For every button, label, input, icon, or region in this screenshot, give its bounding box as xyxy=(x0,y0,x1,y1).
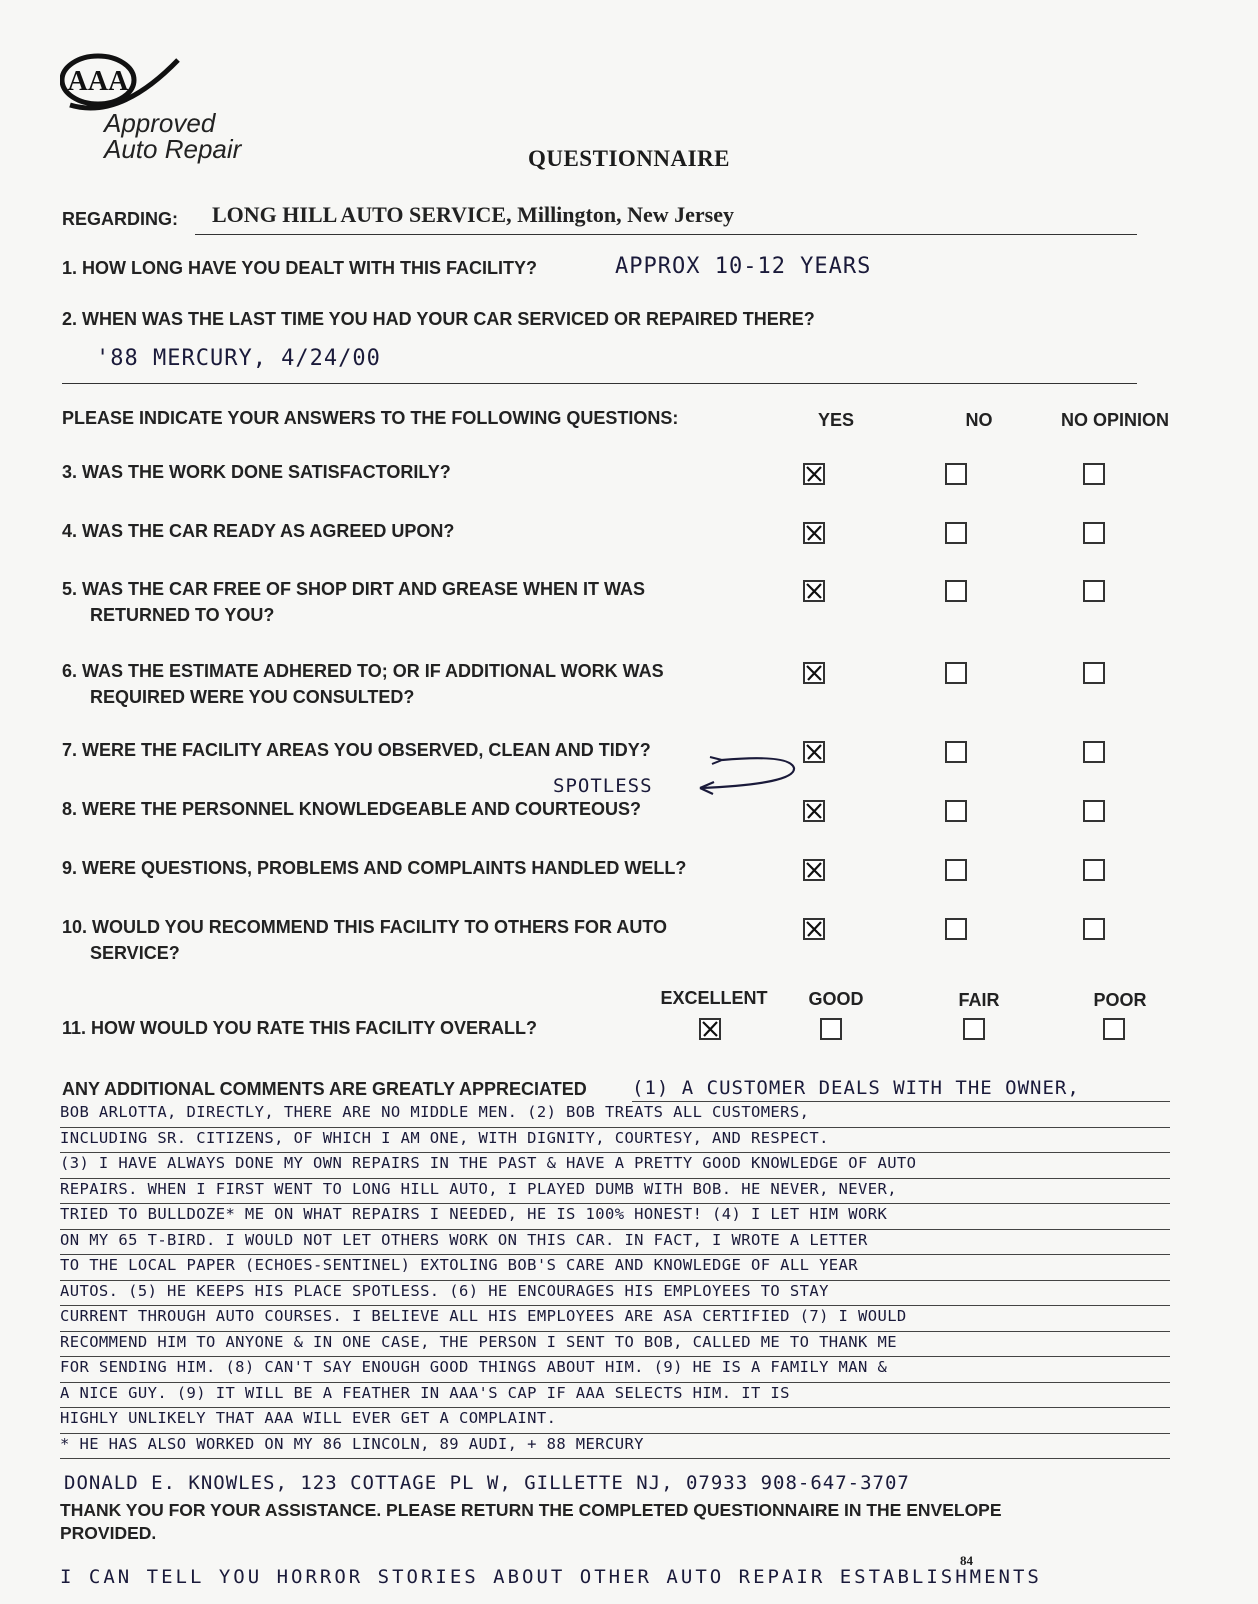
comment-line: FOR SENDING HIM. (8) CAN'T SAY ENOUGH GOOD THINGS ABOUT HIM. (9) HE IS A FAMILY MAN & xyxy=(60,1358,888,1376)
thanks-line-2: PROVIDED. xyxy=(60,1523,157,1543)
comment-underline xyxy=(632,1101,1170,1102)
regarding-value: LONG HILL AUTO SERVICE, Millington, New Jersey xyxy=(212,202,734,227)
question-9-yes-checkbox[interactable] xyxy=(803,859,825,881)
question-6-no-checkbox[interactable] xyxy=(945,662,967,684)
question-3: 3. WAS THE WORK DONE SATISFACTORILY? xyxy=(62,462,451,482)
page-title: QUESTIONNAIRE xyxy=(527,146,731,171)
question-7-no-opinion-checkbox[interactable] xyxy=(1083,741,1105,763)
comment-line: * HE HAS ALSO WORKED ON MY 86 LINCOLN, 89 AUDI, + 88 MERCURY xyxy=(60,1434,644,1453)
question-10: 10. WOULD YOU RECOMMEND THIS FACILITY TO OTHERS FOR AUTO xyxy=(62,917,668,937)
check-x-icon xyxy=(805,743,823,761)
question-10-no-opinion-checkbox[interactable] xyxy=(1083,918,1105,940)
comment-underline xyxy=(60,1178,1170,1179)
rating-poor-checkbox[interactable] xyxy=(1103,1018,1125,1040)
check-x-icon xyxy=(805,802,823,820)
question-4-no-opinion-checkbox[interactable] xyxy=(1083,522,1105,544)
question-10-yes-checkbox[interactable] xyxy=(803,918,825,940)
q7-note-arrow-icon xyxy=(680,752,800,797)
rating-excellent-checkbox[interactable] xyxy=(699,1018,721,1040)
comment-underline xyxy=(60,1152,1170,1153)
comment-underline xyxy=(60,1203,1170,1204)
comment-line: TO THE LOCAL PAPER (ECHOES-SENTINEL) EXTOLING BOB'S CARE AND KNOWLEDGE OF ALL YEAR xyxy=(60,1256,859,1274)
comment-underline xyxy=(60,1407,1170,1408)
question-3-no-opinion-checkbox[interactable] xyxy=(1083,463,1105,485)
question-5: 5. WAS THE CAR FREE OF SHOP DIRT AND GREASE WHEN IT WAS xyxy=(62,579,646,599)
question-4-no-checkbox[interactable] xyxy=(945,522,967,544)
comment-line: RECOMMEND HIM TO ANYONE & IN ONE CASE, THE PERSON I SENT TO BOB, CALLED ME TO THANK ME xyxy=(60,1332,897,1351)
comment-underline xyxy=(60,1254,1170,1255)
comment-line: CURRENT THROUGH AUTO COURSES. I BELIEVE ALL HIS EMPLOYEES ARE ASA CERTIFIED (7) I WOULD xyxy=(60,1307,907,1325)
rating-fair-checkbox[interactable] xyxy=(963,1018,985,1040)
comment-line: INCLUDING SR. CITIZENS, OF WHICH I AM ONE, WITH DIGNITY, COURTESY, AND RESPECT. xyxy=(60,1128,829,1147)
check-x-icon xyxy=(701,1020,719,1038)
comment-underline xyxy=(60,1433,1170,1434)
thanks-line-1: THANK YOU FOR YOUR ASSISTANCE. PLEASE RETURN THE COMPLETED QUESTIONNAIRE IN THE ENVELOPE xyxy=(60,1500,1002,1520)
comments-first-line: (1) A CUSTOMER DEALS WITH THE OWNER, xyxy=(632,1077,1080,1099)
rating-column-excellent: EXCELLENT xyxy=(660,988,768,1008)
check-x-icon xyxy=(805,861,823,879)
column-yes: YES xyxy=(817,410,855,430)
question-8-yes-checkbox[interactable] xyxy=(803,800,825,822)
question-7-no-checkbox[interactable] xyxy=(945,741,967,763)
question-4-yes-checkbox[interactable] xyxy=(803,522,825,544)
question-8-no-checkbox[interactable] xyxy=(945,800,967,822)
comment-underline xyxy=(60,1331,1170,1332)
question-4: 4. WAS THE CAR READY AS AGREED UPON? xyxy=(62,521,455,541)
question-3-no-checkbox[interactable] xyxy=(945,463,967,485)
comment-underline xyxy=(60,1382,1170,1383)
comment-line: REPAIRS. WHEN I FIRST WENT TO LONG HILL AUTO, I PLAYED DUMB WITH BOB. HE NEVER, NEVER, xyxy=(60,1179,897,1198)
question-1: 1. HOW LONG HAVE YOU DEALT WITH THIS FACILITY? xyxy=(62,258,537,278)
question-6-no-opinion-checkbox[interactable] xyxy=(1083,662,1105,684)
comment-underline xyxy=(60,1127,1170,1128)
question-5-no-checkbox[interactable] xyxy=(945,580,967,602)
question-2: 2. WHEN WAS THE LAST TIME YOU HAD YOUR CAR SERVICED OR REPAIRED THERE? xyxy=(62,309,815,329)
check-x-icon xyxy=(805,582,823,600)
question-11: 11. HOW WOULD YOU RATE THIS FACILITY OVERALL? xyxy=(62,1018,538,1038)
question-1-answer: APPROX 10-12 YEARS xyxy=(615,254,872,279)
question-8-no-opinion-checkbox[interactable] xyxy=(1083,800,1105,822)
comment-line: A NICE GUY. (9) IT WILL BE A FEATHER IN AAA'S CAP IF AAA SELECTS HIM. IT IS xyxy=(60,1383,790,1402)
question-6-yes-checkbox[interactable] xyxy=(803,662,825,684)
question-5-line2: RETURNED TO YOU? xyxy=(90,605,275,625)
signature: DONALD E. KNOWLES, 123 COTTAGE PL W, GILLETTE NJ, 07933 908-647-3707 xyxy=(64,1472,910,1494)
check-x-icon xyxy=(805,664,823,682)
instructions: PLEASE INDICATE YOUR ANSWERS TO THE FOLLOWING QUESTIONS: xyxy=(62,408,679,428)
rating-column-good: GOOD xyxy=(808,989,864,1009)
column-no: NO xyxy=(965,410,993,430)
check-x-icon xyxy=(805,920,823,938)
footer-note: I CAN TELL YOU HORROR STORIES ABOUT OTHER AUTO REPAIR ESTABLISHMENTS xyxy=(60,1566,1042,1588)
question-7: 7. WERE THE FACILITY AREAS YOU OBSERVED, CLEAN AND TIDY? xyxy=(62,740,651,760)
rating-column-poor: POOR xyxy=(1093,990,1147,1010)
comment-underline xyxy=(60,1305,1170,1306)
regarding-label: REGARDING: xyxy=(62,209,178,229)
logo-line1: Approved xyxy=(104,108,216,138)
question-10-line2: SERVICE? xyxy=(90,943,180,963)
logo-line2: Auto Repair xyxy=(104,134,242,164)
comment-line: AUTOS. (5) HE KEEPS HIS PLACE SPOTLESS. (6) HE ENCOURAGES HIS EMPLOYEES TO STAY xyxy=(60,1281,829,1300)
question-6: 6. WAS THE ESTIMATE ADHERED TO; OR IF ADDITIONAL WORK WAS xyxy=(62,661,664,681)
comment-line: ON MY 65 T-BIRD. I WOULD NOT LET OTHERS WORK ON THIS CAR. IN FACT, I WROTE A LETTER xyxy=(60,1230,868,1249)
check-x-icon xyxy=(805,465,823,483)
question-7-yes-checkbox[interactable] xyxy=(803,741,825,763)
question-5-yes-checkbox[interactable] xyxy=(803,580,825,602)
question-9-no-checkbox[interactable] xyxy=(945,859,967,881)
page-number: 84 xyxy=(960,1553,973,1568)
svg-text:AAA: AAA xyxy=(67,66,129,97)
question-2-answer: '88 MERCURY, 4/24/00 xyxy=(96,346,381,371)
rating-column-fair: FAIR xyxy=(958,990,1000,1010)
question-3-yes-checkbox[interactable] xyxy=(803,463,825,485)
comment-line: TRIED TO BULLDOZE* ME ON WHAT REPAIRS I NEEDED, HE IS 100% HONEST! (4) I LET HIM WORK xyxy=(60,1205,888,1223)
comment-underline xyxy=(60,1280,1170,1281)
column-no-opinion: NO OPINION xyxy=(1060,410,1169,430)
question-5-no-opinion-checkbox[interactable] xyxy=(1083,580,1105,602)
comment-underline xyxy=(60,1229,1170,1230)
question-8: 8. WERE THE PERSONNEL KNOWLEDGEABLE AND COURTEOUS? xyxy=(62,799,642,819)
comment-underline xyxy=(60,1356,1170,1357)
question-9: 9. WERE QUESTIONS, PROBLEMS AND COMPLAINTS HANDLED WELL? xyxy=(62,858,687,878)
question-2-underline xyxy=(62,383,1137,384)
comment-line: BOB ARLOTTA, DIRECTLY, THERE ARE NO MIDDLE MEN. (2) BOB TREATS ALL CUSTOMERS, xyxy=(60,1103,810,1121)
check-x-icon xyxy=(805,524,823,542)
comments-label: ANY ADDITIONAL COMMENTS ARE GREATLY APPRECIATED xyxy=(62,1079,587,1099)
question-9-no-opinion-checkbox[interactable] xyxy=(1083,859,1105,881)
comment-underline xyxy=(60,1458,1170,1459)
comment-line: HIGHLY UNLIKELY THAT AAA WILL EVER GET A COMPLAINT. xyxy=(60,1409,557,1427)
rating-good-checkbox[interactable] xyxy=(820,1018,842,1040)
comment-line: (3) I HAVE ALWAYS DONE MY OWN REPAIRS IN THE PAST & HAVE A PRETTY GOOD KNOWLEDGE OF AUTO xyxy=(60,1154,917,1172)
question-6-line2: REQUIRED WERE YOU CONSULTED? xyxy=(90,687,415,707)
regarding-underline xyxy=(195,234,1137,235)
question-10-no-checkbox[interactable] xyxy=(945,918,967,940)
question-7-note: SPOTLESS xyxy=(553,775,653,797)
